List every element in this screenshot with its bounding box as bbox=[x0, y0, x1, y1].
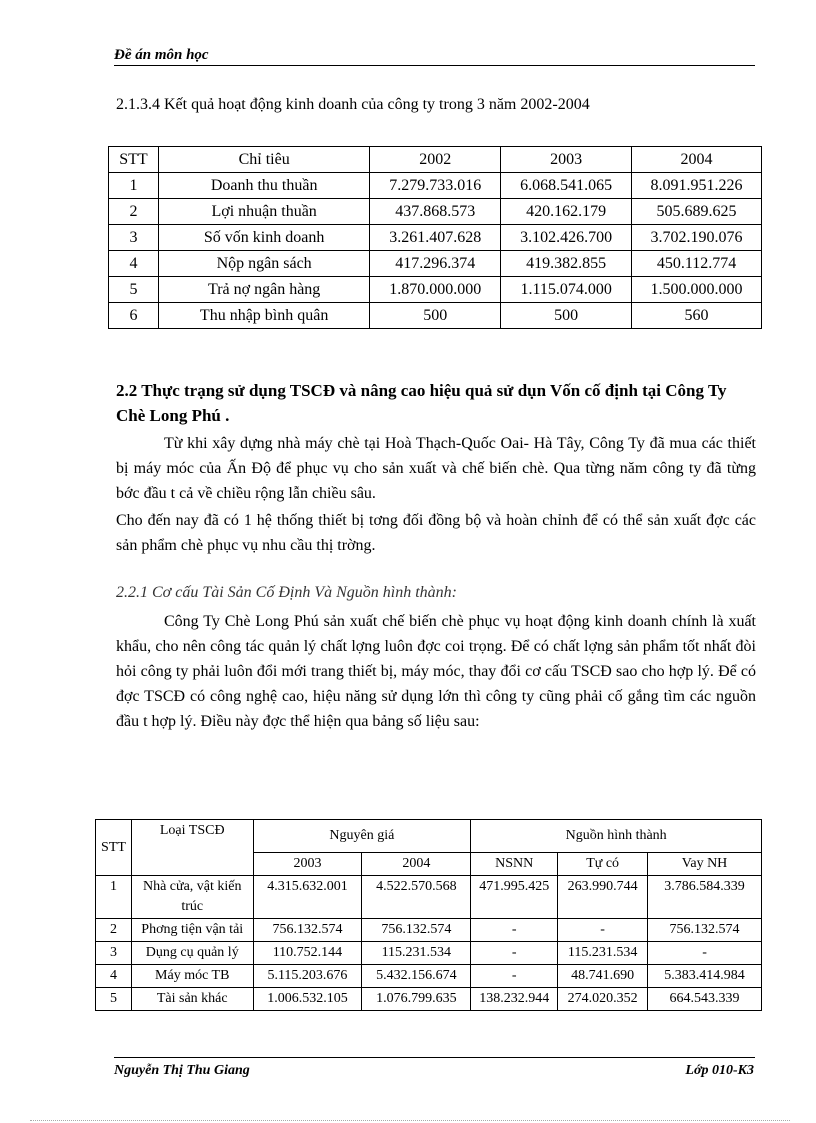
cell: Doanh thu thuần bbox=[158, 173, 369, 199]
table-header-row bbox=[109, 147, 762, 173]
cell: 5.383.414.984 bbox=[648, 965, 762, 988]
cell: 2 bbox=[96, 919, 132, 942]
cell: - bbox=[471, 942, 558, 965]
col-header: 2004 bbox=[632, 147, 762, 173]
cell: 420.162.179 bbox=[501, 199, 632, 225]
table-row bbox=[109, 251, 762, 277]
cell: Lợi nhuận thuần bbox=[158, 199, 369, 225]
table-row bbox=[109, 303, 762, 329]
col-header: 2003 bbox=[501, 147, 632, 173]
page-break-line bbox=[30, 1120, 790, 1121]
page-header-title: Đề án môn học bbox=[114, 47, 209, 63]
paragraph: Công Ty Chè Long Phú sản xuất chế biến chè phục vụ hoạt động kinh doanh chính là xuất khẩu, cho nên công tác quản lý chất lợng luôn đợc coi trọng. Để có chất lợng sản phẩm tốt nhất đòi hỏi công ty phải luôn đổi mới trang thiết bị, máy móc, thay đổi cơ cấu TSCĐ sao cho hợp lý. Để có đợc TSCĐ có công nghệ cao, hiệu năng sử dụng lớn thì công ty cũng phải cố gắng tìm các nguồn đầu t hợp lý. Điều này đợc thể hiện qua bảng số liệu sau: bbox=[116, 613, 756, 730]
cell: 5.115.203.676 bbox=[253, 965, 362, 988]
col-header: NSNN bbox=[471, 853, 558, 876]
col-header: STT bbox=[96, 820, 132, 876]
cell: 437.868.573 bbox=[370, 199, 501, 225]
table-row bbox=[96, 942, 762, 965]
cell: 3.261.407.628 bbox=[370, 225, 501, 251]
cell: 263.990.744 bbox=[558, 876, 648, 919]
cell: - bbox=[648, 942, 762, 965]
col-header: 2002 bbox=[370, 147, 501, 173]
col-header: Chỉ tiêu bbox=[158, 147, 369, 173]
cell: Thu nhập bình quân bbox=[158, 303, 369, 329]
cell: 1.500.000.000 bbox=[632, 277, 762, 303]
cell: 419.382.855 bbox=[501, 251, 632, 277]
cell: 115.231.534 bbox=[558, 942, 648, 965]
cell: 274.020.352 bbox=[558, 988, 648, 1011]
cell: 1.006.532.105 bbox=[253, 988, 362, 1011]
cell: 3.702.190.076 bbox=[632, 225, 762, 251]
paragraph: Từ khi xây dựng nhà máy chè tại Hoà Thạch-Quốc Oai- Hà Tây, Công Ty đã mua các thiết bị máy móc của Ấn Độ để phục vụ cho sản xuất và chế biến chè. Qua từng năm công ty đã từng bớc đầu t cả về chiều rộng lẫn chiều sâu. bbox=[116, 435, 756, 502]
cell: 450.112.774 bbox=[632, 251, 762, 277]
cell: 1 bbox=[109, 173, 159, 199]
cell: 3 bbox=[109, 225, 159, 251]
cell: 115.231.534 bbox=[362, 942, 471, 965]
cell: 664.543.339 bbox=[648, 988, 762, 1011]
cell: 3.102.426.700 bbox=[501, 225, 632, 251]
cell: - bbox=[471, 919, 558, 942]
cell: 417.296.374 bbox=[370, 251, 501, 277]
col-header: Nguồn hình thành bbox=[471, 820, 762, 853]
cell: 4.522.570.568 bbox=[362, 876, 471, 919]
cell: 560 bbox=[632, 303, 762, 329]
cell: Nhà cửa, vật kiến trúc bbox=[131, 876, 253, 919]
cell: 756.132.574 bbox=[253, 919, 362, 942]
cell: 756.132.574 bbox=[362, 919, 471, 942]
cell: 5.432.156.674 bbox=[362, 965, 471, 988]
paragraph: Cho đến nay đã có 1 hệ thống thiết bị tơng đối đồng bộ và hoàn chỉnh để có thể sản xuất đợc các sản phẩm chè phục vụ nhu cầu thị trờng. bbox=[116, 512, 756, 554]
cell: 138.232.944 bbox=[471, 988, 558, 1011]
cell: 7.279.733.016 bbox=[370, 173, 501, 199]
cell: Số vốn kinh doanh bbox=[158, 225, 369, 251]
col-header: Nguyên giá bbox=[253, 820, 471, 853]
cell: Máy móc TB bbox=[131, 965, 253, 988]
cell: 4 bbox=[109, 251, 159, 277]
cell: Phơng tiện vận tải bbox=[131, 919, 253, 942]
cell: 3.786.584.339 bbox=[648, 876, 762, 919]
business-results-table bbox=[108, 146, 762, 329]
cell: - bbox=[558, 919, 648, 942]
cell: 1 bbox=[96, 876, 132, 919]
section-heading-22: 2.2 Thực trạng sử dụng TSCĐ và nâng cao hiệu quả sử dụn Vốn cố định tại Công Ty Chè Long Phú . bbox=[116, 381, 727, 425]
fixed-assets-table bbox=[95, 819, 762, 1011]
header-divider bbox=[114, 65, 755, 66]
col-header: Vay NH bbox=[648, 853, 762, 876]
subsection-title-221: 2.2.1 Cơ cấu Tài Sản Cố Định Và Nguồn hình thành: bbox=[116, 584, 457, 601]
cell: - bbox=[471, 965, 558, 988]
cell: 2 bbox=[109, 199, 159, 225]
col-header: STT bbox=[109, 147, 159, 173]
table-row bbox=[96, 965, 762, 988]
footer-author: Nguyễn Thị Thu Giang bbox=[114, 1063, 250, 1078]
table-row bbox=[109, 173, 762, 199]
table-row bbox=[109, 225, 762, 251]
col-header: 2004 bbox=[362, 853, 471, 876]
table-row bbox=[109, 277, 762, 303]
cell: Tài sản khác bbox=[131, 988, 253, 1011]
cell: 6 bbox=[109, 303, 159, 329]
cell: 4 bbox=[96, 965, 132, 988]
table-row bbox=[96, 876, 762, 919]
cell: 471.995.425 bbox=[471, 876, 558, 919]
cell: 3 bbox=[96, 942, 132, 965]
cell: Trả nợ ngân hàng bbox=[158, 277, 369, 303]
cell: 5 bbox=[109, 277, 159, 303]
col-header: 2003 bbox=[253, 853, 362, 876]
table-row bbox=[109, 199, 762, 225]
footer-divider bbox=[114, 1057, 755, 1058]
cell: 6.068.541.065 bbox=[501, 173, 632, 199]
cell: 756.132.574 bbox=[648, 919, 762, 942]
cell: 5 bbox=[96, 988, 132, 1011]
footer-class: Lớp 010-K3 bbox=[685, 1063, 754, 1078]
cell: 8.091.951.226 bbox=[632, 173, 762, 199]
cell: 4.315.632.001 bbox=[253, 876, 362, 919]
cell: 1.076.799.635 bbox=[362, 988, 471, 1011]
cell: 505.689.625 bbox=[632, 199, 762, 225]
table-row bbox=[96, 919, 762, 942]
cell: 500 bbox=[370, 303, 501, 329]
col-header: Loại TSCĐ bbox=[131, 820, 253, 876]
cell: Dụng cụ quản lý bbox=[131, 942, 253, 965]
section-title-2134: 2.1.3.4 Kết quả hoạt động kinh doanh của công ty trong 3 năm 2002-2004 bbox=[116, 96, 590, 113]
cell: 48.741.690 bbox=[558, 965, 648, 988]
cell: 1.870.000.000 bbox=[370, 277, 501, 303]
cell: Nộp ngân sách bbox=[158, 251, 369, 277]
cell: 500 bbox=[501, 303, 632, 329]
cell: 1.115.074.000 bbox=[501, 277, 632, 303]
table-row bbox=[96, 988, 762, 1011]
col-header: Tự có bbox=[558, 853, 648, 876]
table-header-row bbox=[96, 820, 762, 853]
cell: 110.752.144 bbox=[253, 942, 362, 965]
